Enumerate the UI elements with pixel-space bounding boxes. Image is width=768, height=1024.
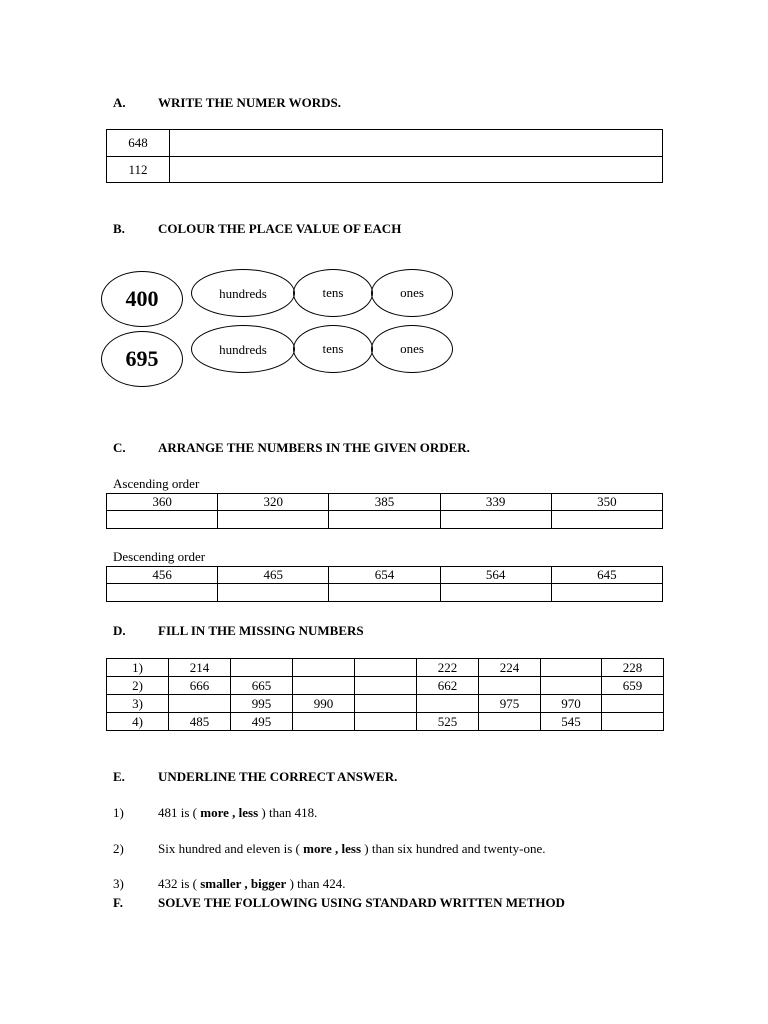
question-3: 3) 432 is ( smaller , bigger ) than 424. bbox=[113, 876, 346, 891]
blank-cell[interactable] bbox=[231, 659, 293, 677]
blank-cell[interactable] bbox=[479, 677, 541, 695]
blank-cell[interactable] bbox=[169, 695, 231, 713]
number-words-table bbox=[106, 129, 663, 183]
question-1: 1) 481 is ( more , less ) than 418. bbox=[113, 805, 318, 820]
given-number: 545 bbox=[541, 713, 602, 731]
section-letter: B. bbox=[113, 221, 125, 236]
section-title: FILL IN THE MISSING NUMBERS bbox=[158, 623, 364, 638]
section-letter: E. bbox=[113, 769, 125, 784]
ascending-table bbox=[106, 493, 663, 529]
section-title: SOLVE THE FOLLOWING USING STANDARD WRITTEN METHOD bbox=[158, 895, 565, 910]
blank-cell[interactable] bbox=[355, 713, 417, 731]
answer-cell[interactable] bbox=[218, 511, 329, 529]
given-number: 666 bbox=[169, 677, 231, 695]
answer-cell[interactable] bbox=[551, 584, 662, 602]
number-oval: 400 bbox=[101, 271, 183, 327]
answer-options[interactable]: more , less bbox=[200, 805, 259, 820]
section-title: UNDERLINE THE CORRECT ANSWER. bbox=[158, 769, 398, 784]
question-2: 2) Six hundred and eleven is ( more , less ) than six hundred and twenty-one. bbox=[113, 841, 546, 856]
blank-cell[interactable] bbox=[417, 695, 479, 713]
given-number: 456 bbox=[107, 567, 218, 584]
section-d-heading bbox=[113, 623, 613, 641]
given-number: 228 bbox=[602, 659, 664, 677]
blank-cell[interactable] bbox=[541, 659, 602, 677]
given-number: 224 bbox=[479, 659, 541, 677]
row-index: 2) bbox=[107, 677, 169, 695]
descending-label: Descending order bbox=[113, 549, 206, 564]
place-oval-tens[interactable]: tens bbox=[293, 325, 373, 373]
given-number: 654 bbox=[329, 567, 440, 584]
given-number: 659 bbox=[602, 677, 664, 695]
section-title: WRITE THE NUMER WORDS. bbox=[158, 95, 341, 110]
given-number: 214 bbox=[169, 659, 231, 677]
blank-cell[interactable] bbox=[355, 659, 417, 677]
given-number: 645 bbox=[551, 567, 662, 584]
answer-cell[interactable] bbox=[218, 584, 329, 602]
number-oval: 695 bbox=[101, 331, 183, 387]
blank-cell[interactable] bbox=[602, 695, 664, 713]
row-index: 4) bbox=[107, 713, 169, 731]
given-number: 975 bbox=[479, 695, 541, 713]
answer-cell[interactable] bbox=[440, 584, 551, 602]
sequence-row bbox=[107, 659, 664, 677]
place-oval-tens[interactable]: tens bbox=[293, 269, 373, 317]
given-number: 665 bbox=[231, 677, 293, 695]
section-letter: A. bbox=[113, 95, 126, 110]
given-number: 995 bbox=[231, 695, 293, 713]
given-number: 990 bbox=[293, 695, 355, 713]
section-f-heading bbox=[113, 895, 673, 913]
answer-cell[interactable] bbox=[170, 157, 663, 183]
answer-cell[interactable] bbox=[107, 511, 218, 529]
answer-cell[interactable] bbox=[329, 511, 440, 529]
place-oval-ones[interactable]: ones bbox=[371, 325, 453, 373]
answer-options[interactable]: smaller , bigger bbox=[200, 876, 287, 891]
sequence-row bbox=[107, 677, 664, 695]
section-letter: C. bbox=[113, 440, 126, 455]
given-number: 222 bbox=[417, 659, 479, 677]
given-number: 485 bbox=[169, 713, 231, 731]
section-title: COLOUR THE PLACE VALUE OF EACH bbox=[158, 221, 402, 236]
place-oval-ones[interactable]: ones bbox=[371, 269, 453, 317]
section-c-heading bbox=[113, 440, 633, 458]
given-number: 662 bbox=[417, 677, 479, 695]
blank-cell[interactable] bbox=[293, 713, 355, 731]
section-e-heading bbox=[113, 769, 613, 787]
section-a-heading bbox=[113, 95, 613, 113]
answer-options[interactable]: more , less bbox=[303, 841, 362, 856]
given-number: 360 bbox=[107, 494, 218, 511]
given-number: 564 bbox=[440, 567, 551, 584]
blank-cell[interactable] bbox=[293, 659, 355, 677]
missing-numbers-table bbox=[106, 658, 664, 731]
given-number: 465 bbox=[218, 567, 329, 584]
blank-cell[interactable] bbox=[479, 713, 541, 731]
answer-cell[interactable] bbox=[107, 584, 218, 602]
given-number: 385 bbox=[329, 494, 440, 511]
sequence-row bbox=[107, 713, 664, 731]
given-number: 339 bbox=[440, 494, 551, 511]
blank-cell[interactable] bbox=[293, 677, 355, 695]
blank-cell[interactable] bbox=[602, 713, 664, 731]
section-letter: F. bbox=[113, 895, 123, 910]
blank-cell[interactable] bbox=[541, 677, 602, 695]
given-number: 320 bbox=[218, 494, 329, 511]
ascending-label: Ascending order bbox=[113, 476, 200, 491]
answer-cell[interactable] bbox=[440, 511, 551, 529]
number-cell: 112 bbox=[107, 157, 170, 183]
given-number: 525 bbox=[417, 713, 479, 731]
row-index: 3) bbox=[107, 695, 169, 713]
place-oval-hundreds[interactable]: hundreds bbox=[191, 325, 295, 373]
given-number: 350 bbox=[551, 494, 662, 511]
given-number: 495 bbox=[231, 713, 293, 731]
row-index: 1) bbox=[107, 659, 169, 677]
blank-cell[interactable] bbox=[355, 677, 417, 695]
answer-cell[interactable] bbox=[170, 130, 663, 157]
number-cell: 648 bbox=[107, 130, 170, 157]
answer-cell[interactable] bbox=[329, 584, 440, 602]
answer-cell[interactable] bbox=[551, 511, 662, 529]
sequence-row bbox=[107, 695, 664, 713]
descending-table bbox=[106, 566, 663, 602]
section-letter: D. bbox=[113, 623, 126, 638]
blank-cell[interactable] bbox=[355, 695, 417, 713]
section-title: ARRANGE THE NUMBERS IN THE GIVEN ORDER. bbox=[158, 440, 470, 455]
section-b-heading bbox=[113, 221, 613, 239]
given-number: 970 bbox=[541, 695, 602, 713]
place-oval-hundreds[interactable]: hundreds bbox=[191, 269, 295, 317]
